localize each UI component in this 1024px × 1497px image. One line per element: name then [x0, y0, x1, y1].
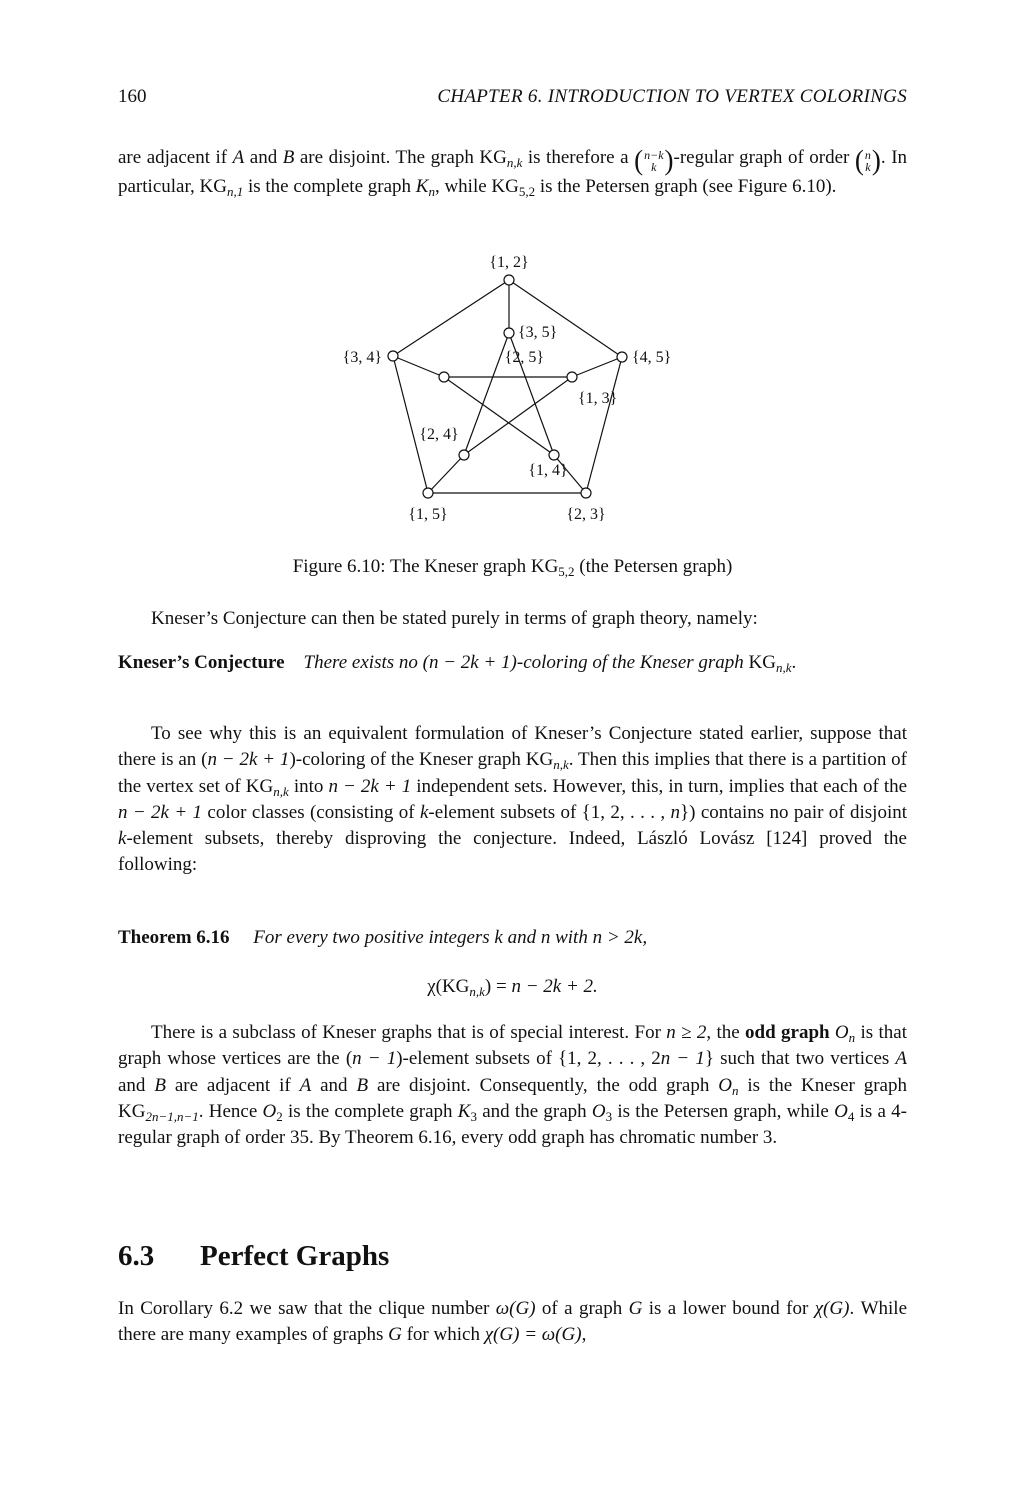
section-title: Perfect Graphs: [200, 1240, 390, 1272]
graph-edges: [393, 280, 622, 493]
label-1-3: {1, 3}: [578, 390, 618, 407]
label-2-4: {2, 4}: [419, 426, 459, 443]
label-3-5: {3, 5}: [518, 324, 558, 341]
kneser-conjecture: Kneser’s Conjecture There exists no (n − 2k + 1)-coloring of the Kneser graph $KG_{n,k}$.: [118, 652, 797, 675]
label-1-2: {1, 2}: [489, 254, 529, 271]
label-1-4: {1, 4}: [528, 462, 568, 479]
petersen-graph-figure: [328, 245, 708, 530]
vertex-1-4: [549, 450, 559, 460]
binomial-n-over-k: ( n k ): [854, 144, 881, 176]
conjecture-intro-paragraph: Kneser’s Conjecture can then be stated purely in terms of graph theory, namely:: [151, 608, 758, 629]
vertex-2-4: [459, 450, 469, 460]
vertex-1-2: [504, 275, 514, 285]
vertex-2-5: [439, 372, 449, 382]
perfect-graphs-paragraph: In Corollary 6.2 we saw that the clique number ω(G) of a graph G is a lower bound for χ(G). While there are many examples of graphs G for which χ(G) = ω(G),: [118, 1298, 907, 1346]
vertex-1-3: [567, 372, 577, 382]
theorem-6-16: Theorem 6.16 For every two positive integers k and n with n > 2k,: [118, 927, 648, 948]
figure-caption: Figure 6.10: The Kneser graph $KG_{5,2}$ (the Petersen graph): [292, 556, 733, 579]
label-2-3: {2, 3}: [566, 506, 606, 523]
equivalence-paragraph: To see why this is an equivalent formulation of Kneser’s Conjecture stated earlier, suppose that there is an (n − 2k + 1)-coloring of the Kneser graph $KG_{n,k}$. Then this implies that there is a partition of the vertex set of $KG_{n,k}$ into n − 2k + 1 independent sets. However, this, in turn, implies that each of the n − 2k + 1 color classes (consisting of k-element subsets of {1, 2, . . . , n}) contains no pair of disjoint k-element subsets, thereby disproving the conjecture. Indeed, László Lovász [124] proved the following:: [118, 723, 908, 876]
conjecture-label: Kneser’s Conjecture: [118, 652, 285, 673]
binomial-n-minus-k-over-k: ( n−k k ): [634, 144, 674, 176]
section-heading: [118, 1240, 907, 1273]
intro-paragraph: are adjacent if A and B are disjoint. The graph $KG_{n,k}$ is therefore a ( n−k k ) -regular graph of order ( n k ) . In particular, $KG_{n,1}$ is the complete graph $K_n$, while $KG_{5,2}$ is the Petersen graph (see Figure 6.10).: [118, 144, 908, 199]
label-4-5: {4, 5}: [632, 349, 672, 366]
running-head: CHAPTER 6. INTRODUCTION TO VERTEX COLORINGS: [437, 86, 907, 107]
vertex-3-5: [504, 328, 514, 338]
label-1-5: {1, 5}: [408, 506, 448, 523]
vertex-3-4: [388, 351, 398, 361]
theorem-equation: $\chi(KG_{n,k}) = n - 2k + 2$.: [427, 976, 598, 999]
vertex-2-3: [581, 488, 591, 498]
page-number: 160: [118, 86, 147, 107]
section-number: 6.3: [118, 1240, 155, 1272]
vertex-1-5: [423, 488, 433, 498]
graph-vertices: [388, 275, 627, 498]
theorem-label: Theorem 6.16: [118, 927, 230, 948]
vertex-4-5: [617, 352, 627, 362]
label-2-5: {2, 5}: [504, 349, 544, 366]
page-header: [118, 86, 907, 112]
label-3-4: {3, 4}: [342, 349, 382, 366]
odd-graph-paragraph: There is a subclass of Kneser graphs that is of special interest. For n ≥ 2, the odd graph $O_n$ is that graph whose vertices are the (n − 1)-element subsets of {1, 2, . . . , 2n − 1} such that two vertices A and B are adjacent if A and B are disjoint. Consequently, the odd graph $O_n$ is the Kneser graph $KG_{2n-1,n-1}$. Hence $O_2$ is the complete graph $K_3$ and the graph $O_3$ is the Petersen graph, while $O_4$ is a 4-regular graph of order 35. By Theorem 6.16, every odd graph has chromatic number 3.: [118, 1022, 908, 1149]
